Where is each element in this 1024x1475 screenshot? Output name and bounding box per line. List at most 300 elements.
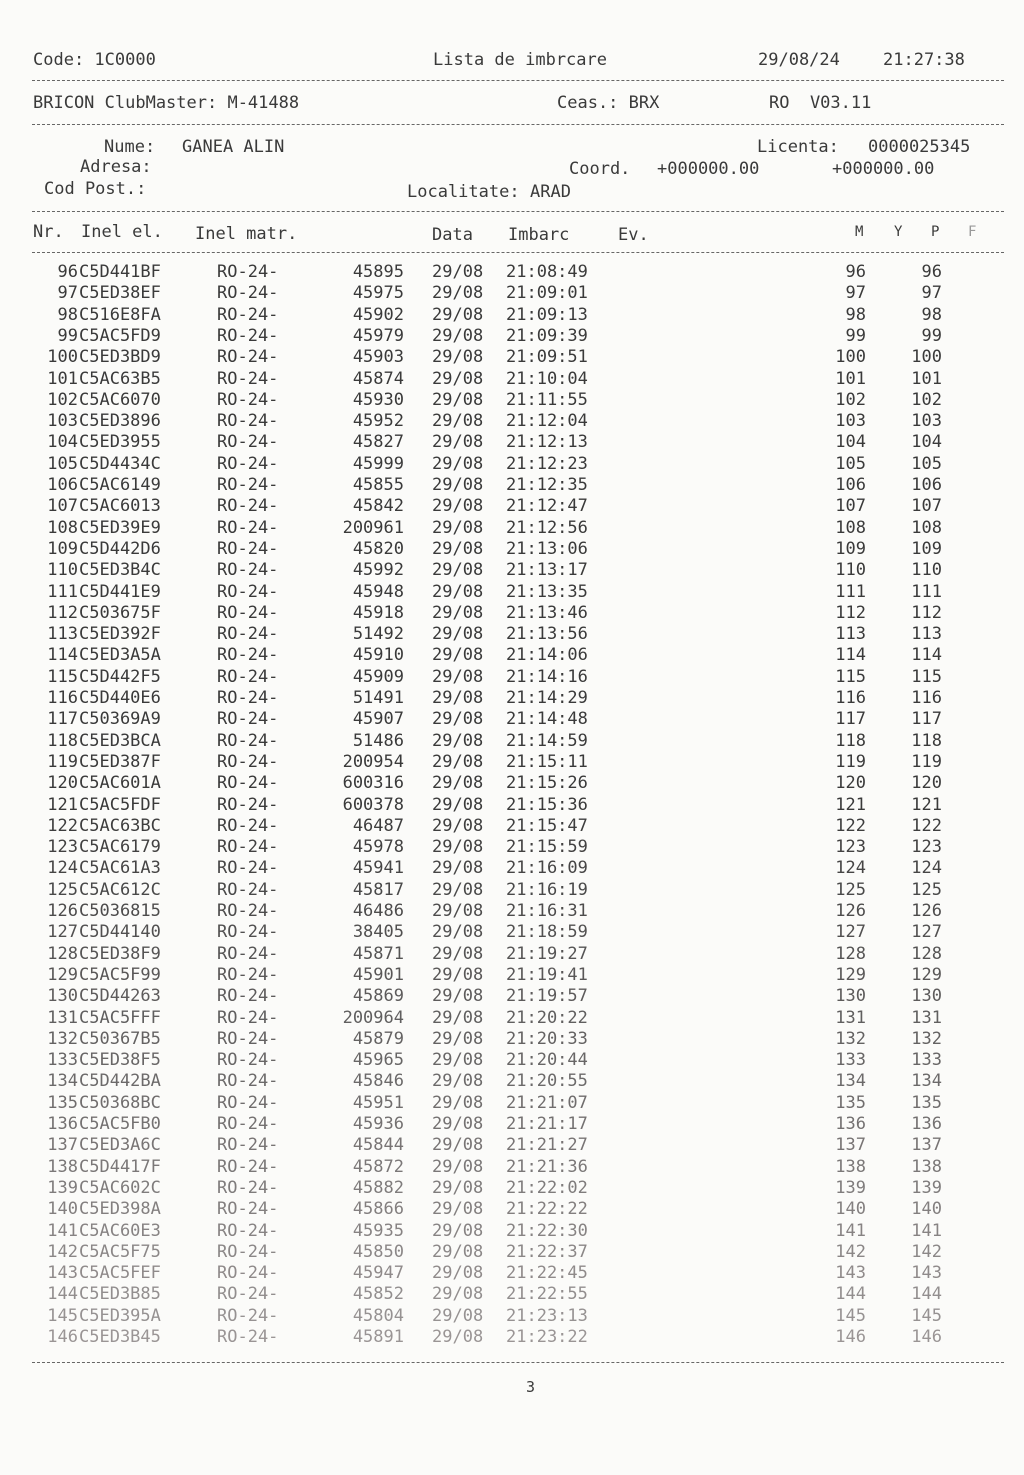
row-p-rank: 98	[921, 304, 942, 325]
divider	[32, 211, 1004, 212]
table-row	[0, 1242, 1024, 1263]
row-ring-number: 200954	[342, 751, 404, 772]
row-m-rank: 146	[835, 1327, 866, 1347]
row-p-rank: 130	[911, 986, 942, 1007]
row-time: 21:13:56	[506, 624, 588, 645]
row-p-rank: 107	[911, 496, 942, 517]
row-m-rank: 129	[835, 964, 866, 985]
row-time: 21:20:33	[506, 1028, 588, 1049]
row-ring-prefix: RO-24-	[217, 645, 279, 666]
row-m-rank: 131	[835, 1007, 866, 1028]
row-time: 21:18:59	[506, 922, 588, 943]
row-chip-id: C5AC601A	[79, 773, 161, 794]
table-row	[0, 432, 1024, 453]
row-m-rank: 142	[835, 1241, 866, 1262]
row-chip-id: C5ED3B85	[79, 1284, 161, 1305]
row-time: 21:15:47	[506, 815, 588, 836]
row-nr: 126	[47, 901, 78, 921]
row-nr: 105	[47, 453, 78, 474]
col-y: Y	[894, 224, 903, 240]
row-m-rank: 132	[835, 1028, 866, 1049]
row-nr: 130	[47, 986, 78, 1007]
row-time: 21:12:56	[506, 517, 588, 538]
table-row	[0, 1263, 1024, 1284]
row-p-rank: 138	[911, 1156, 942, 1177]
row-date: 29/08	[432, 922, 484, 943]
row-date: 29/08	[432, 1092, 484, 1113]
row-p-rank: 111	[911, 581, 942, 602]
row-p-rank: 99	[921, 325, 942, 346]
row-m-rank: 123	[835, 837, 866, 858]
row-p-rank: 145	[911, 1305, 942, 1326]
row-ring-number: 45895	[352, 262, 404, 282]
row-ring-prefix: RO-24-	[217, 1156, 279, 1177]
row-chip-id: C5AC63BC	[79, 815, 161, 836]
row-time: 21:20:22	[506, 1007, 588, 1028]
row-time: 21:13:06	[506, 538, 588, 559]
row-nr: 120	[47, 773, 78, 794]
table-row	[0, 1093, 1024, 1114]
row-ring-prefix: RO-24-	[217, 922, 279, 943]
page-number: 3	[526, 1378, 536, 1396]
row-ring-prefix: RO-24-	[217, 986, 279, 1007]
table-row	[0, 560, 1024, 581]
row-nr: 107	[47, 496, 78, 517]
row-date: 29/08	[432, 901, 484, 921]
row-nr: 99	[57, 325, 78, 346]
row-ring-prefix: RO-24-	[217, 475, 279, 495]
row-time: 21:13:46	[506, 602, 588, 623]
row-time: 21:20:55	[506, 1071, 588, 1092]
row-date: 29/08	[432, 475, 484, 495]
row-ring-number: 600316	[342, 773, 404, 794]
row-chip-id: C50369A9	[79, 709, 161, 730]
row-m-rank: 120	[835, 773, 866, 794]
row-ring-number: 45869	[352, 986, 404, 1007]
row-chip-id: C5AC5FDF	[79, 794, 161, 815]
row-date: 29/08	[432, 1050, 484, 1071]
row-ring-number: 45936	[352, 1114, 404, 1134]
row-m-rank: 114	[835, 645, 866, 666]
table-row	[0, 1284, 1024, 1305]
row-ring-number: 45909	[352, 666, 404, 687]
row-ring-number: 45871	[352, 943, 404, 964]
row-time: 21:15:59	[506, 837, 588, 858]
row-date: 29/08	[432, 858, 484, 879]
row-time: 21:19:27	[506, 943, 588, 964]
row-ring-number: 45951	[352, 1092, 404, 1113]
row-time: 21:12:35	[506, 475, 588, 495]
row-p-rank: 136	[911, 1114, 942, 1134]
row-p-rank: 105	[911, 453, 942, 474]
row-date: 29/08	[432, 368, 484, 389]
row-time: 21:19:57	[506, 986, 588, 1007]
row-chip-id: C5ED398A	[79, 1199, 161, 1220]
row-p-rank: 125	[911, 879, 942, 900]
row-m-rank: 113	[835, 624, 866, 645]
row-m-rank: 102	[835, 389, 866, 410]
divider	[32, 252, 1004, 253]
row-ring-number: 45891	[352, 1327, 404, 1347]
row-ring-prefix: RO-24-	[217, 389, 279, 410]
row-ring-prefix: RO-24-	[217, 1263, 279, 1284]
row-time: 21:22:37	[506, 1241, 588, 1262]
row-nr: 144	[47, 1284, 78, 1305]
locality-value: ARAD	[530, 182, 571, 202]
row-ring-prefix: RO-24-	[217, 1007, 279, 1028]
row-m-rank: 124	[835, 858, 866, 879]
row-nr: 121	[47, 794, 78, 815]
col-p: P	[931, 224, 940, 240]
row-ring-prefix: RO-24-	[217, 858, 279, 879]
row-chip-id: C5AC5FFF	[79, 1007, 161, 1028]
row-nr: 146	[47, 1327, 78, 1347]
row-date: 29/08	[432, 1177, 484, 1198]
row-date: 29/08	[432, 1305, 484, 1326]
table-row	[0, 1221, 1024, 1242]
row-p-rank: 132	[911, 1028, 942, 1049]
row-nr: 124	[47, 858, 78, 879]
row-m-rank: 97	[845, 283, 866, 304]
row-p-rank: 101	[911, 368, 942, 389]
table-row	[0, 369, 1024, 390]
table-row	[0, 795, 1024, 816]
row-ring-prefix: RO-24-	[217, 581, 279, 602]
row-nr: 100	[47, 347, 78, 368]
row-time: 21:12:04	[506, 411, 588, 432]
col-inel-matr: Inel matr.	[195, 224, 298, 244]
row-date: 29/08	[432, 751, 484, 772]
row-nr: 109	[47, 538, 78, 559]
row-chip-id: C5ED3A6C	[79, 1135, 161, 1156]
row-chip-id: C5AC60E3	[79, 1220, 161, 1241]
row-m-rank: 118	[835, 730, 866, 751]
row-m-rank: 133	[835, 1050, 866, 1071]
row-date: 29/08	[432, 517, 484, 538]
row-date: 29/08	[432, 304, 484, 325]
row-ring-prefix: RO-24-	[217, 666, 279, 687]
row-p-rank: 96	[921, 262, 942, 282]
row-time: 21:14:06	[506, 645, 588, 666]
row-m-rank: 108	[835, 517, 866, 538]
row-m-rank: 119	[835, 751, 866, 772]
row-ring-prefix: RO-24-	[217, 538, 279, 559]
row-date: 29/08	[432, 879, 484, 900]
col-f: F	[968, 224, 977, 240]
row-nr: 111	[47, 581, 78, 602]
row-nr: 139	[47, 1177, 78, 1198]
row-chip-id: C5ED3896	[79, 411, 161, 432]
row-ring-prefix: RO-24-	[217, 1092, 279, 1113]
row-time: 21:11:55	[506, 389, 588, 410]
row-time: 21:23:13	[506, 1305, 588, 1326]
row-p-rank: 124	[911, 858, 942, 879]
row-nr: 127	[47, 922, 78, 943]
row-ring-prefix: RO-24-	[217, 815, 279, 836]
row-ring-prefix: RO-24-	[217, 432, 279, 453]
clock-text: Ceas.: BRX	[557, 93, 660, 113]
row-chip-id: C5D441E9	[79, 581, 161, 602]
row-date: 29/08	[432, 1199, 484, 1220]
table-row	[0, 667, 1024, 688]
row-m-rank: 134	[835, 1071, 866, 1092]
row-nr: 116	[47, 688, 78, 708]
address-label: Adresa:	[80, 157, 152, 177]
row-nr: 143	[47, 1263, 78, 1284]
row-ring-number: 45846	[352, 1071, 404, 1092]
row-time: 21:14:29	[506, 688, 588, 708]
row-chip-id: C5D442BA	[79, 1071, 161, 1092]
row-ring-number: 200964	[342, 1007, 404, 1028]
row-m-rank: 96	[845, 262, 866, 282]
row-chip-id: C5ED38F9	[79, 943, 161, 964]
locality-label: Localitate:	[407, 182, 520, 202]
table-row	[0, 773, 1024, 794]
row-ring-number: 45872	[352, 1156, 404, 1177]
col-inel-el: Inel el.	[81, 222, 163, 242]
row-date: 29/08	[432, 389, 484, 410]
version-text: RO V03.11	[769, 93, 872, 113]
row-date: 29/08	[432, 262, 484, 282]
row-date: 29/08	[432, 1071, 484, 1092]
row-time: 21:23:22	[506, 1327, 588, 1347]
row-nr: 108	[47, 517, 78, 538]
name-label: Nume:	[104, 137, 156, 157]
table-row	[0, 624, 1024, 645]
row-time: 21:09:51	[506, 347, 588, 368]
row-ring-number: 45947	[352, 1263, 404, 1284]
row-p-rank: 118	[911, 730, 942, 751]
col-nr: Nr.	[33, 222, 64, 242]
row-p-rank: 110	[911, 560, 942, 581]
row-chip-id: C5AC6070	[79, 389, 161, 410]
row-p-rank: 117	[911, 709, 942, 730]
row-date: 29/08	[432, 645, 484, 666]
row-p-rank: 126	[911, 901, 942, 921]
row-nr: 142	[47, 1241, 78, 1262]
table-row	[0, 731, 1024, 752]
row-ring-number: 45918	[352, 602, 404, 623]
row-time: 21:21:17	[506, 1114, 588, 1134]
row-m-rank: 112	[835, 602, 866, 623]
row-nr: 118	[47, 730, 78, 751]
row-chip-id: C5AC612C	[79, 879, 161, 900]
row-ring-number: 600378	[342, 794, 404, 815]
row-date: 29/08	[432, 1114, 484, 1134]
table-row	[0, 752, 1024, 773]
row-time: 21:22:02	[506, 1177, 588, 1198]
row-m-rank: 127	[835, 922, 866, 943]
table-row	[0, 1008, 1024, 1029]
row-p-rank: 133	[911, 1050, 942, 1071]
row-nr: 119	[47, 751, 78, 772]
row-nr: 138	[47, 1156, 78, 1177]
table-row	[0, 858, 1024, 879]
row-time: 21:12:13	[506, 432, 588, 453]
row-chip-id: C5ED38F5	[79, 1050, 161, 1071]
row-date: 29/08	[432, 602, 484, 623]
row-time: 21:09:13	[506, 304, 588, 325]
row-ring-prefix: RO-24-	[217, 1305, 279, 1326]
row-chip-id: C5ED3B4C	[79, 560, 161, 581]
row-ring-prefix: RO-24-	[217, 496, 279, 517]
row-ring-prefix: RO-24-	[217, 304, 279, 325]
col-ev: Ev.	[618, 225, 649, 245]
row-ring-prefix: RO-24-	[217, 1241, 279, 1262]
table-row	[0, 1199, 1024, 1220]
row-m-rank: 130	[835, 986, 866, 1007]
row-date: 29/08	[432, 581, 484, 602]
row-chip-id: C5ED38EF	[79, 283, 161, 304]
row-p-rank: 116	[911, 688, 942, 708]
row-ring-prefix: RO-24-	[217, 368, 279, 389]
row-date: 29/08	[432, 1263, 484, 1284]
row-nr: 125	[47, 879, 78, 900]
table-row	[0, 709, 1024, 730]
row-p-rank: 129	[911, 964, 942, 985]
row-ring-prefix: RO-24-	[217, 1028, 279, 1049]
licence-value: 0000025345	[868, 137, 971, 157]
row-ring-prefix: RO-24-	[217, 730, 279, 751]
row-nr: 106	[47, 475, 78, 495]
row-chip-id: C50368BC	[79, 1092, 161, 1113]
row-ring-prefix: RO-24-	[217, 283, 279, 304]
table-row	[0, 262, 1024, 283]
row-chip-id: C5D44140	[79, 922, 161, 943]
row-ring-prefix: RO-24-	[217, 517, 279, 538]
row-time: 21:21:27	[506, 1135, 588, 1156]
row-ring-prefix: RO-24-	[217, 751, 279, 772]
row-p-rank: 108	[911, 517, 942, 538]
row-nr: 110	[47, 560, 78, 581]
row-m-rank: 140	[835, 1199, 866, 1220]
row-ring-prefix: RO-24-	[217, 1114, 279, 1134]
row-ring-prefix: RO-24-	[217, 453, 279, 474]
row-ring-prefix: RO-24-	[217, 1177, 279, 1198]
row-chip-id: C5AC6149	[79, 475, 161, 495]
row-chip-id: C5ED387F	[79, 751, 161, 772]
row-date: 29/08	[432, 283, 484, 304]
name-value: GANEA ALIN	[182, 137, 285, 157]
row-chip-id: C5ED3B45	[79, 1327, 161, 1347]
row-chip-id: C5ED3BCA	[79, 730, 161, 751]
row-nr: 140	[47, 1199, 78, 1220]
row-date: 29/08	[432, 943, 484, 964]
row-date: 29/08	[432, 964, 484, 985]
table-row	[0, 965, 1024, 986]
row-p-rank: 137	[911, 1135, 942, 1156]
row-date: 29/08	[432, 1156, 484, 1177]
row-nr: 103	[47, 411, 78, 432]
row-date: 29/08	[432, 1028, 484, 1049]
row-ring-number: 45817	[352, 879, 404, 900]
row-m-rank: 116	[835, 688, 866, 708]
coord-value-2: +000000.00	[832, 159, 935, 179]
row-ring-number: 45844	[352, 1135, 404, 1156]
row-chip-id: C5AC5FB0	[79, 1114, 161, 1134]
divider	[32, 80, 1004, 81]
row-ring-prefix: RO-24-	[217, 688, 279, 708]
row-nr: 137	[47, 1135, 78, 1156]
col-imbarc: Imbarc	[508, 225, 570, 245]
row-ring-prefix: RO-24-	[217, 773, 279, 794]
row-p-rank: 114	[911, 645, 942, 666]
row-ring-number: 51492	[352, 624, 404, 645]
row-nr: 132	[47, 1028, 78, 1049]
row-nr: 133	[47, 1050, 78, 1071]
row-ring-number: 45910	[352, 645, 404, 666]
report-time: 21:27:38	[883, 50, 965, 70]
row-chip-id: C516E8FA	[79, 304, 161, 325]
row-m-rank: 138	[835, 1156, 866, 1177]
row-ring-prefix: RO-24-	[217, 624, 279, 645]
row-date: 29/08	[432, 624, 484, 645]
table-row	[0, 390, 1024, 411]
table-row	[0, 518, 1024, 539]
row-p-rank: 146	[911, 1327, 942, 1347]
row-time: 21:19:41	[506, 964, 588, 985]
row-m-rank: 128	[835, 943, 866, 964]
row-nr: 123	[47, 837, 78, 858]
row-nr: 114	[47, 645, 78, 666]
row-ring-prefix: RO-24-	[217, 943, 279, 964]
row-ring-prefix: RO-24-	[217, 1135, 279, 1156]
row-date: 29/08	[432, 794, 484, 815]
row-chip-id: C5036815	[79, 901, 161, 921]
row-chip-id: C50367B5	[79, 1028, 161, 1049]
coord-value-1: +000000.00	[657, 159, 760, 179]
row-time: 21:10:04	[506, 368, 588, 389]
row-time: 21:12:47	[506, 496, 588, 517]
row-p-rank: 100	[911, 347, 942, 368]
row-ring-prefix: RO-24-	[217, 901, 279, 921]
row-chip-id: C5D441BF	[79, 262, 161, 282]
row-ring-number: 45866	[352, 1199, 404, 1220]
row-ring-number: 51486	[352, 730, 404, 751]
row-chip-id: C5ED39E9	[79, 517, 161, 538]
row-chip-id: C5D442F5	[79, 666, 161, 687]
row-m-rank: 110	[835, 560, 866, 581]
row-m-rank: 105	[835, 453, 866, 474]
row-date: 29/08	[432, 1327, 484, 1347]
row-chip-id: C5AC5F75	[79, 1241, 161, 1262]
row-date: 29/08	[432, 496, 484, 517]
row-time: 21:15:26	[506, 773, 588, 794]
row-chip-id: C5AC602C	[79, 1177, 161, 1198]
row-m-rank: 139	[835, 1177, 866, 1198]
row-time: 21:16:19	[506, 879, 588, 900]
row-date: 29/08	[432, 560, 484, 581]
row-time: 21:22:22	[506, 1199, 588, 1220]
row-chip-id: C5D4417F	[79, 1156, 161, 1177]
row-nr: 115	[47, 666, 78, 687]
row-chip-id: C5D4434C	[79, 453, 161, 474]
report-title: Lista de imbrcare	[433, 50, 607, 70]
row-nr: 136	[47, 1114, 78, 1134]
row-time: 21:13:35	[506, 581, 588, 602]
row-ring-number: 45827	[352, 432, 404, 453]
row-time: 21:15:11	[506, 751, 588, 772]
row-date: 29/08	[432, 347, 484, 368]
row-m-rank: 117	[835, 709, 866, 730]
row-ring-number: 45978	[352, 837, 404, 858]
code-text: Code: 1C0000	[33, 50, 156, 70]
row-time: 21:16:09	[506, 858, 588, 879]
row-ring-number: 45901	[352, 964, 404, 985]
row-p-rank: 112	[911, 602, 942, 623]
row-m-rank: 100	[835, 347, 866, 368]
row-chip-id: C503675F	[79, 602, 161, 623]
